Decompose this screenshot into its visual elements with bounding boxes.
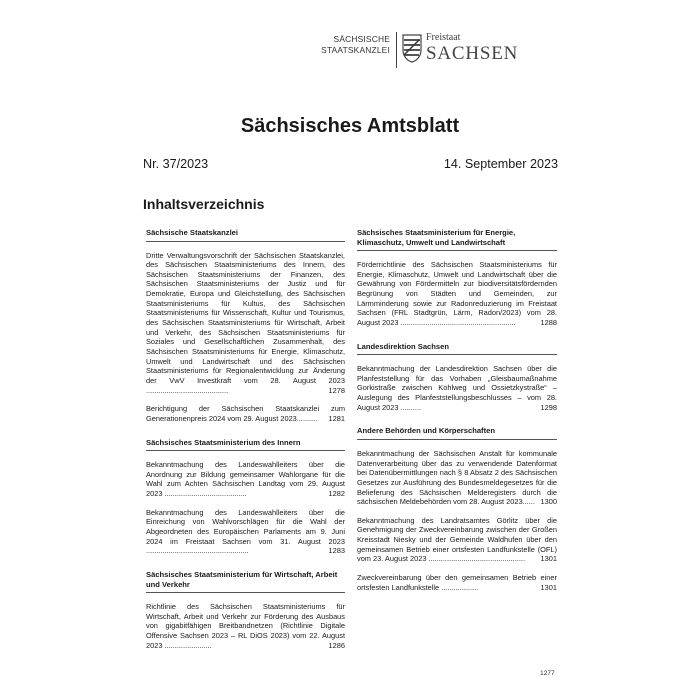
entry-text: Bekanntmachung des Landratsamtes Görlitz über die Genehmigung der Zweckvereinbarung zwischen der Großen Kreisstadt Niesky und der Gemeinde Waldhufen über den gemeinsamen Betrieb einer ortsfesten Landfunkstelle (OFL) vom 23. August 2023 ............................................... bbox=[357, 515, 557, 564]
page-number: 1277 bbox=[540, 670, 555, 677]
section-title: Andere Behörden und Körperschaften bbox=[357, 426, 557, 440]
ministry-line-1: SÄCHSISCHE bbox=[333, 34, 390, 44]
entry-page: 1283 bbox=[328, 546, 345, 556]
section-title: Sächsisches Staatsministerium für Wirtschaft, Arbeit und Verkehr bbox=[146, 570, 345, 593]
entry-page: 1298 bbox=[540, 402, 557, 412]
entry-text: Richtlinie des Sächsischen Staatsministeriums für Wirtschaft, Arbeit und Verkehr zur Förderung des Ausbaus von gigabitfähigen Breitbandnetzen (Richtlinie Digitale Offensive Sachsen 2023 – RL DiOS 2023) vom 22. August 2023 ....................... bbox=[146, 602, 345, 650]
toc-section bbox=[357, 228, 557, 328]
entry-text: Berichtigung der Sächsischen Staatskanzlei zum Generationenpreis 2024 vom 29. August 2023.......... bbox=[146, 404, 345, 423]
ministry-logo-text bbox=[321, 34, 390, 56]
toc-entry bbox=[146, 251, 345, 396]
toc-entry bbox=[357, 516, 557, 564]
entry-text: Dritte Verwaltungsvorschrift der Sächsischen Staatskanzlei, des Sächsischen Staatsministeriums des Innern, des Sächsischen Staatsministeriums der Finanzen, des Sächsischen Staatsministeriums der Justiz und für Demokratie, Europa und Gleichstellung, des Sächsischen Staatsministeriums für Kultus, des Sächsischen Staatsministeriums für Wissenschaft, Kultur und Tourismus, des Sächsischen Staatsministeriums für Wirtschaft, Arbeit und Verkehr, des Sächsischen Staatsministeriums für Soziales und Gesellschaftlichen Zusammenhalt, des Sächsischen Staatsministeriums für Energie, Klimaschutz, Umwelt und Landwirtschaft und des Sächsischen Staatsministeriums für Regionalentwicklung zur Änderung der VwV Investkraft vom 28. August 2023 ........................................ bbox=[146, 250, 345, 395]
freistaat-label: Freistaat bbox=[426, 32, 461, 43]
toc-entry bbox=[357, 364, 557, 412]
toc-entry bbox=[357, 449, 557, 507]
section-title: Landesdirektion Sachsen bbox=[357, 342, 557, 356]
logo-divider bbox=[396, 32, 397, 68]
issue-date: 14. September 2023 bbox=[443, 157, 558, 171]
toc-section bbox=[357, 426, 557, 592]
page-title: Sächsisches Amtsblatt bbox=[240, 115, 460, 137]
section-title: Sächsisches Staatsministerium für Energie, Klimaschutz, Umwelt und Landwirtschaft bbox=[357, 228, 557, 251]
entry-text: Bekanntmachung des Landeswahlleiters über die Anordnung zur Bildung gemeinsamer Wahlorgane für die Wahl zum Achten Sächsischen Landtag vom 29. August 2023 ........................................ bbox=[146, 460, 345, 499]
toc-entry bbox=[146, 460, 345, 499]
entry-text: Bekanntmachung der Landesdirektion Sachsen über die Planfeststellung für das Vorhaben „Gleisbaumaßnahme Gorkistraße zwischen Kohlweg und Ossietzkystraße“ – Auslegung des Planfeststellungsbeschlusses – vom 28. August 2023 .......... bbox=[357, 364, 557, 412]
toc-section bbox=[146, 228, 345, 424]
entry-text: Bekanntmachung der Sächsischen Anstalt für kommunale Datenverarbeitung über das zu verwendende Datenformat bei Datenübermittlungen nach § 8 Absatz 2 des Sächsischen Gesetzes zur Ausführung des Bundesmeldegesetzes für die Belieferung des Sächsischen Melderegisters durch die sächsischen Meldebehörden vom 28. August 2023...... bbox=[357, 448, 557, 507]
entry-page: 1301 bbox=[540, 554, 557, 564]
toc-entry bbox=[357, 573, 557, 592]
entry-text: Zweckvereinbarung über den gemeinsamen Betrieb einer ortsfesten Landfunkstelle .................. bbox=[357, 573, 557, 592]
section-title: Sächsisches Staatsministerium des Innern bbox=[146, 438, 345, 452]
toc-section bbox=[357, 342, 557, 413]
entry-page: 1286 bbox=[328, 640, 345, 650]
entry-page: 1281 bbox=[328, 414, 345, 423]
issue-number: Nr. 37/2023 bbox=[143, 157, 209, 171]
toc-section bbox=[146, 570, 345, 650]
freistaat-sachsen-logo bbox=[426, 32, 518, 64]
sachsen-label: SACHSEN bbox=[426, 43, 519, 64]
entry-page: 1278 bbox=[328, 385, 345, 395]
entry-page: 1282 bbox=[328, 489, 345, 499]
toc-left-column bbox=[146, 228, 345, 664]
section-title: Sächsische Staatskanzlei bbox=[146, 228, 345, 242]
entry-page: 1301 bbox=[540, 582, 557, 592]
toc-heading: Inhaltsverzeichnis bbox=[143, 196, 265, 212]
toc-entry bbox=[146, 404, 345, 423]
toc-right-column bbox=[357, 228, 557, 606]
entry-page: 1288 bbox=[540, 317, 557, 327]
entry-page: 1300 bbox=[540, 497, 557, 507]
entry-text: Förderrichtlinie des Sächsischen Staatsministeriums für Energie, Klimaschutz, Umwelt und Landwirtschaft über die Gewährung von Fördermitteln zur biodiversitätsfördernden Begrünung von Städten und Gemeinden, zur Lärmminderung sowie zur Radonreduzierung im Freistaat Sachsen (FRL Stadtgrün, Lärm, Radon/2023) vom 28. August 2023 ........................................................ bbox=[357, 260, 557, 327]
toc-section bbox=[146, 438, 345, 556]
toc-entry bbox=[357, 260, 557, 328]
ministry-line-2: STAATSKANZLEI bbox=[321, 45, 390, 55]
saxony-crest-icon bbox=[402, 33, 422, 63]
toc-entry bbox=[146, 508, 345, 556]
entry-text: Bekanntmachung des Landeswahlleiters über die Einreichung von Wahlvorschlägen für die Wahl der Abgeordneten des Europäischen Parlaments am 9. Juni 2024 im Freistaat Sachsen vom 31. August 2023 .................................................. bbox=[146, 507, 345, 556]
toc-entry bbox=[146, 602, 345, 650]
